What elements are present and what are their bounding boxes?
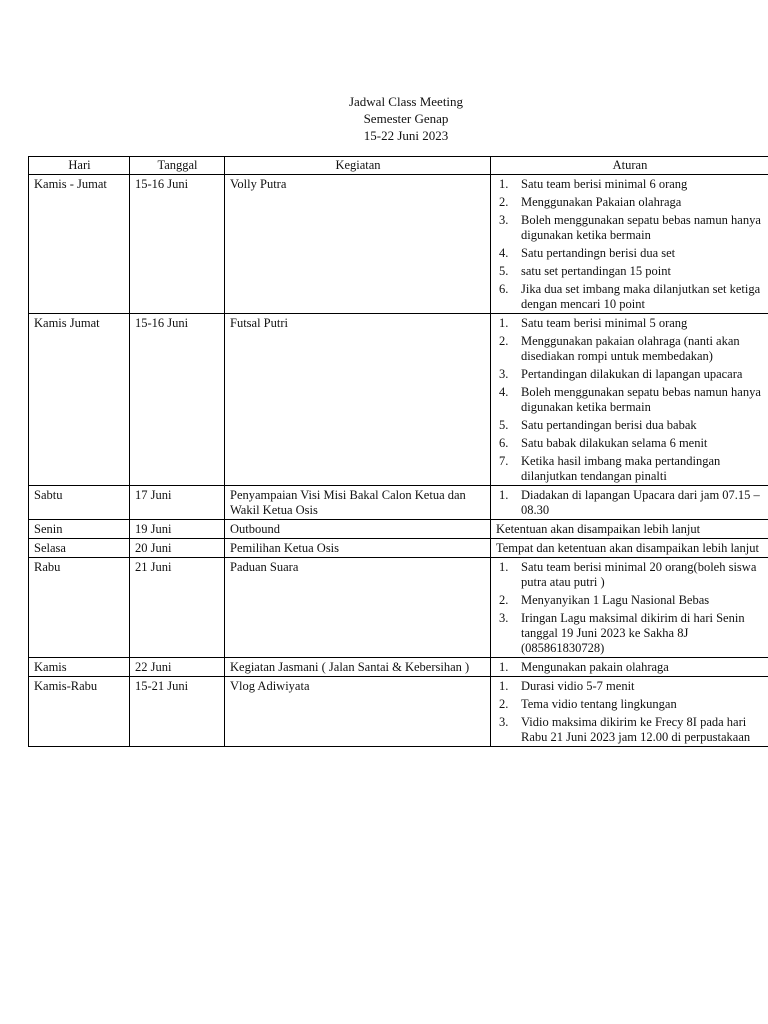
list-item-text: Satu team berisi minimal 5 orang <box>521 316 688 330</box>
list-number: 5. <box>499 264 509 278</box>
header-kegiatan: Kegiatan <box>225 157 491 175</box>
cell-hari: Kamis-Rabu <box>29 677 130 747</box>
list-item <box>496 246 764 261</box>
list-item <box>496 679 764 694</box>
list-number: 4. <box>499 385 509 399</box>
cell-hari: Kamis - Jumat <box>29 175 130 314</box>
list-number: 7. <box>499 454 509 468</box>
list-item-text: Vidio maksima dikirim ke Frecy 8I pada hari Rabu 21 Juni 2023 jam 12.00 di perpustakaan <box>521 715 751 744</box>
cell-tanggal: 17 Juni <box>130 486 225 520</box>
cell-kegiatan: Outbound <box>225 520 491 539</box>
cell-kegiatan: Pemilihan Ketua Osis <box>225 539 491 558</box>
list-number: 3. <box>499 367 509 381</box>
list-item-text: Menggunakan pakaian olahraga (nanti akan disediakan rompi untuk membedakan) <box>521 334 740 363</box>
list-item <box>496 660 764 675</box>
table-row <box>29 314 768 486</box>
list-item <box>496 282 764 312</box>
cell-aturan <box>491 658 768 677</box>
cell-hari: Sabtu <box>29 486 130 520</box>
title-line-1: Jadwal Class Meeting <box>348 94 464 109</box>
cell-kegiatan: Paduan Suara <box>225 558 491 658</box>
cell-tanggal: 21 Juni <box>130 558 225 658</box>
cell-hari: Rabu <box>29 558 130 658</box>
schedule-table <box>28 156 768 747</box>
list-item-text: Boleh menggunakan sepatu bebas namun hanya digunakan ketika bermain <box>521 213 761 242</box>
title-line-2: Semester Genap <box>363 111 449 126</box>
list-item <box>496 488 764 518</box>
list-item <box>496 436 764 451</box>
list-number: 2. <box>499 195 509 209</box>
list-item-text: Ketika hasil imbang maka pertandingan dilanjutkan tendangan pinalti <box>521 454 721 483</box>
rules-list <box>496 679 764 745</box>
list-number: 4. <box>499 246 509 260</box>
list-number: 3. <box>499 611 509 625</box>
list-number: 3. <box>499 715 509 729</box>
list-item-text: Iringan Lagu maksimal dikirim di hari Senin tanggal 19 Juni 2023 ke Sakha 8J (085861830728) <box>521 611 745 655</box>
list-number: 2. <box>499 593 509 607</box>
list-number: 1. <box>499 679 509 693</box>
list-number: 1. <box>499 316 509 330</box>
list-item <box>496 454 764 484</box>
cell-kegiatan: Volly Putra <box>225 175 491 314</box>
cell-aturan <box>491 486 768 520</box>
cell-hari: Senin <box>29 520 130 539</box>
list-number: 1. <box>499 488 509 502</box>
list-item-text: Satu pertandingan berisi dua babak <box>521 418 697 432</box>
table-row <box>29 677 768 747</box>
list-item <box>496 334 764 364</box>
list-item-text: Satu pertandingn berisi dua set <box>521 246 676 260</box>
list-number: 5. <box>499 418 509 432</box>
table-row <box>29 658 768 677</box>
list-item <box>496 593 764 608</box>
list-item <box>496 316 764 331</box>
cell-kegiatan: Penyampaian Visi Misi Bakal Calon Ketua dan Wakil Ketua Osis <box>225 486 491 520</box>
list-number: 2. <box>499 697 509 711</box>
rules-list <box>496 177 764 312</box>
cell-tanggal: 19 Juni <box>130 520 225 539</box>
header-row <box>29 157 768 175</box>
list-item <box>496 213 764 243</box>
rules-list <box>496 560 764 656</box>
cell-kegiatan: Kegiatan Jasmani ( Jalan Santai & Kebersihan ) <box>225 658 491 677</box>
list-number: 3. <box>499 213 509 227</box>
table-row <box>29 558 768 658</box>
list-number: 1. <box>499 660 509 674</box>
cell-aturan: Ketentuan akan disampaikan lebih lanjut <box>491 520 768 539</box>
list-item <box>496 611 764 656</box>
list-item <box>496 195 764 210</box>
list-item-text: Diadakan di lapangan Upacara dari jam 07.15 – 08.30 <box>521 488 760 517</box>
table-row <box>29 486 768 520</box>
cell-tanggal: 20 Juni <box>130 539 225 558</box>
list-item-text: Menyanyikan 1 Lagu Nasional Bebas <box>521 593 710 607</box>
list-item-text: Boleh menggunakan sepatu bebas namun hanya digunakan ketika bermain <box>521 385 761 414</box>
list-item-text: Mengunakan pakain olahraga <box>521 660 669 674</box>
list-number: 2. <box>499 334 509 348</box>
list-item <box>496 418 764 433</box>
list-item <box>496 560 764 590</box>
table-row <box>29 539 768 558</box>
rules-list <box>496 488 764 518</box>
list-item-text: Satu team berisi minimal 20 orang(boleh siswa putra atau putri ) <box>521 560 757 589</box>
list-item-text: Satu team berisi minimal 6 orang <box>521 177 688 191</box>
list-item-text: satu set pertandingan 15 point <box>521 264 671 278</box>
list-item-text: Pertandingan dilakukan di lapangan upacara <box>521 367 743 381</box>
cell-aturan: Tempat dan ketentuan akan disampaikan lebih lanjut <box>491 539 768 558</box>
list-item-text: Durasi vidio 5-7 menit <box>521 679 635 693</box>
cell-aturan <box>491 175 768 314</box>
header-aturan: Aturan <box>491 157 768 175</box>
cell-aturan <box>491 314 768 486</box>
list-item-text: Tema vidio tentang lingkungan <box>521 697 677 711</box>
table-row <box>29 520 768 539</box>
list-item <box>496 385 764 415</box>
cell-kegiatan: Vlog Adiwiyata <box>225 677 491 747</box>
list-number: 1. <box>499 560 509 574</box>
list-item <box>496 367 764 382</box>
list-number: 6. <box>499 436 509 450</box>
cell-aturan <box>491 677 768 747</box>
header-tanggal: Tanggal <box>130 157 225 175</box>
list-number: 6. <box>499 282 509 296</box>
schedule-body <box>29 175 768 747</box>
cell-kegiatan: Futsal Putri <box>225 314 491 486</box>
list-item <box>496 715 764 745</box>
cell-hari: Selasa <box>29 539 130 558</box>
list-item-text: Satu babak dilakukan selama 6 menit <box>521 436 708 450</box>
list-item <box>496 264 764 279</box>
rules-list <box>496 660 764 675</box>
title-line-3: 15-22 Juni 2023 <box>363 128 449 143</box>
cell-tanggal: 22 Juni <box>130 658 225 677</box>
list-item-text: Menggunakan Pakaian olahraga <box>521 195 682 209</box>
header-hari: Hari <box>29 157 130 175</box>
list-item <box>496 177 764 192</box>
list-number: 1. <box>499 177 509 191</box>
cell-hari: Kamis <box>29 658 130 677</box>
rules-list <box>496 316 764 484</box>
list-item <box>496 697 764 712</box>
cell-aturan <box>491 558 768 658</box>
cell-tanggal: 15-16 Juni <box>130 314 225 486</box>
document-title <box>0 93 768 144</box>
table-row <box>29 175 768 314</box>
cell-tanggal: 15-16 Juni <box>130 175 225 314</box>
cell-hari: Kamis Jumat <box>29 314 130 486</box>
list-item-text: Jika dua set imbang maka dilanjutkan set ketiga dengan mencari 10 point <box>521 282 761 311</box>
cell-tanggal: 15-21 Juni <box>130 677 225 747</box>
